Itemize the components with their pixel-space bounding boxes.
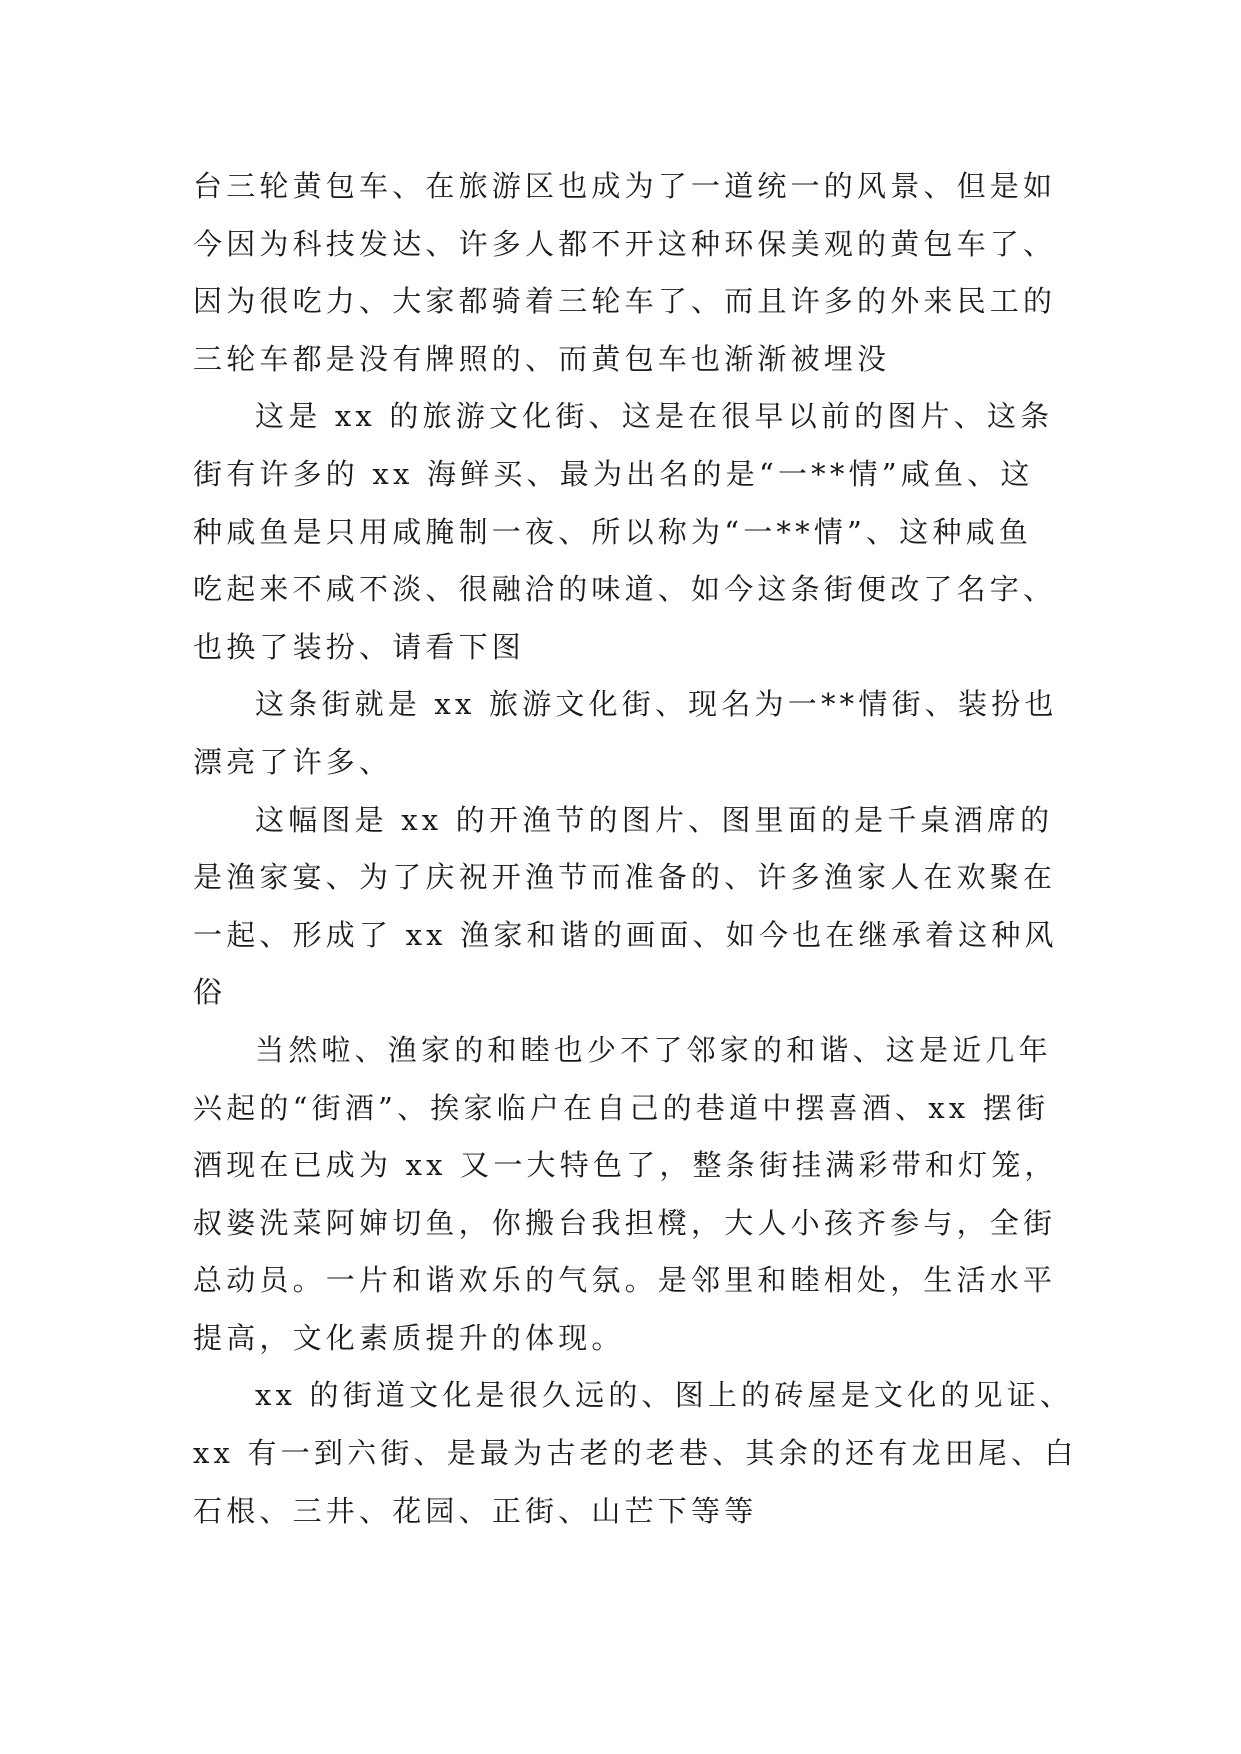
paragraph xyxy=(193,792,1073,1022)
text-line: 叔婆洗菜阿婶切鱼，你搬台我担櫈，大人小孩齐参与，全街 xyxy=(193,1205,1057,1240)
text-line: 总动员。一片和谐欢乐的气氛。是邻里和睦相处，生活水平 xyxy=(193,1263,1057,1298)
text-line: 俗 xyxy=(193,975,227,1010)
text-line: 这幅图是 xx 的开渔节的图片、图里面的是千桌酒席的 xyxy=(255,802,1054,837)
paragraph xyxy=(193,388,1073,676)
text-line: 也换了装扮、请看下图 xyxy=(193,629,526,664)
text-line: xx 的街道文化是很久远的、图上的砖屋是文化的见证、 xyxy=(255,1378,1074,1413)
text-line: 当然啦、渔家的和睦也少不了邻家的和谐、这是近几年 xyxy=(255,1032,1052,1067)
text-line: 三轮车都是没有牌照的、而黄包车也渐渐被埋没 xyxy=(193,341,891,376)
text-line: 是渔家宴、为了庆祝开渔节而准备的、许多渔家人在欢聚在 xyxy=(193,860,1057,895)
text-line: 一起、形成了 xx 渔家和谐的画面、如今也在继承着这种风 xyxy=(193,917,1058,952)
paragraph xyxy=(193,1022,1073,1368)
paragraph xyxy=(193,1367,1078,1540)
text-line: xx 有一到六街、是最为古老的老巷、其余的还有龙田尾、白 xyxy=(193,1436,1078,1471)
text-line: 兴起的“街酒”、挨家临户在自己的巷道中摆喜酒、xx 摆街 xyxy=(193,1090,1050,1125)
text-line: 街有许多的 xx 海鲜买、最为出名的是“一**情”咸鱼、这 xyxy=(193,456,1034,491)
text-line: 因为很吃力、大家都骑着三轮车了、而且许多的外来民工的 xyxy=(193,284,1057,319)
text-line: 这是 xx 的旅游文化街、这是在很早以前的图片、这条 xyxy=(255,399,1054,434)
text-line: 提高，文化素质提升的体现。 xyxy=(193,1320,625,1355)
text-line: 漂亮了许多、 xyxy=(193,744,393,779)
text-line: 今因为科技发达、许多人都不开这种环保美观的黄包车了、 xyxy=(193,226,1057,261)
document-body xyxy=(193,158,1078,1540)
text-line: 种咸鱼是只用咸腌制一夜、所以称为“一**情”、这种咸鱼 xyxy=(193,514,1033,549)
text-line: 吃起来不咸不淡、很融洽的味道、如今这条街便改了名字、 xyxy=(193,572,1057,607)
text-line: 石根、三井、花园、正街、山芒下等等 xyxy=(193,1493,758,1528)
text-line: 这条街就是 xx 旅游文化街、现名为一**情街、装扮也 xyxy=(255,687,1058,722)
paragraph xyxy=(193,676,1073,791)
text-line: 酒现在已成为 xx 又一大特色了，整条街挂满彩带和灯笼， xyxy=(193,1148,1058,1183)
paragraph xyxy=(193,158,1073,388)
text-line: 台三轮黄包车、在旅游区也成为了一道统一的风景、但是如 xyxy=(193,169,1057,203)
